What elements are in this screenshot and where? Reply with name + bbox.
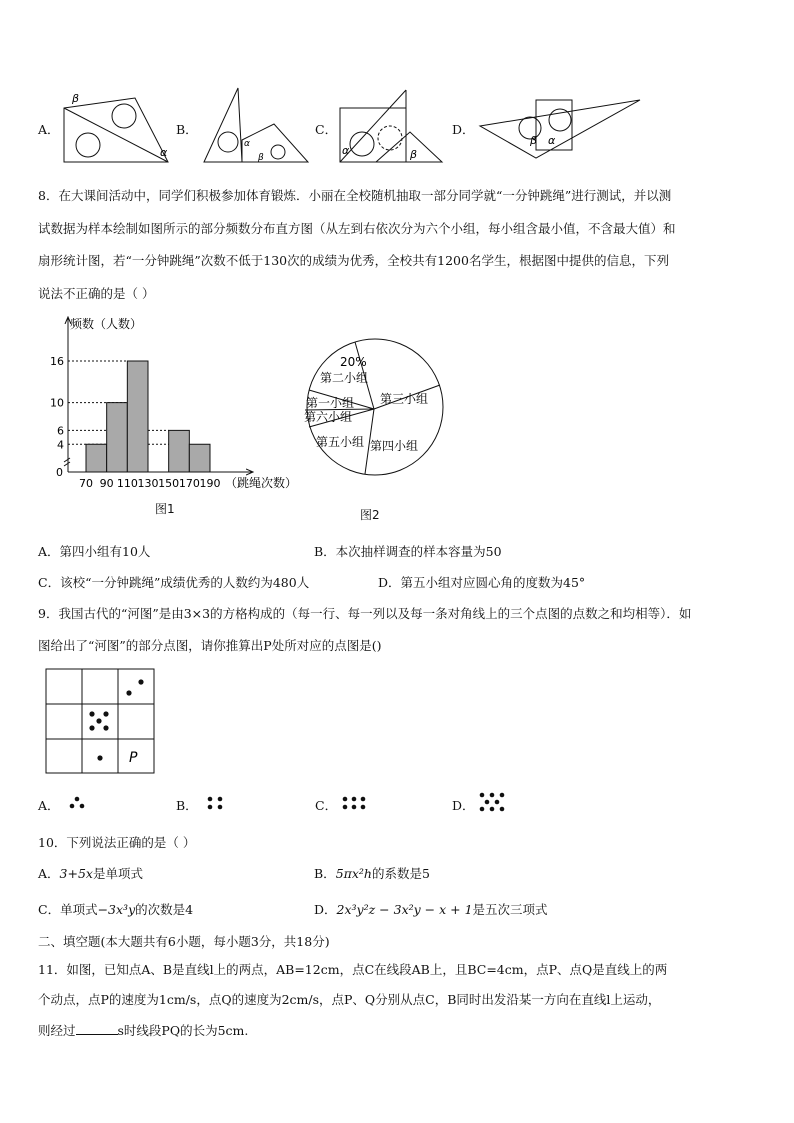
cell-p-label: P — [129, 750, 138, 766]
q7-c-alpha-symbol: α — [342, 144, 350, 157]
histogram-y-label: 频数（人数） — [70, 317, 143, 331]
histogram-x-tick-170: 170 — [178, 477, 200, 490]
q7-figure-c — [336, 88, 448, 170]
q10-option-a-label: A． — [38, 866, 60, 881]
q10-option-c — [38, 900, 193, 918]
cell-bottom-middle-dots — [97, 755, 102, 760]
q10-option-c-expression: −3x³y — [97, 902, 136, 917]
q10-option-b-label: B． — [314, 866, 336, 881]
q10-option-a-text: 是单项式 — [92, 866, 143, 881]
q10-option-a-expression: 3+5x — [59, 866, 93, 881]
q10-option-b-text: 的系数是5 — [371, 866, 430, 881]
histogram-x-tick-90: 90 — [99, 477, 114, 490]
pie-slice-label-4: 第四小组 — [370, 439, 419, 453]
q7-d-alpha-symbol: α — [548, 134, 556, 147]
q9-option-d-label: D． — [452, 798, 475, 813]
q10-option-b — [314, 864, 430, 882]
histogram-bar-4 — [169, 430, 190, 472]
q7-a-beta-symbol: β — [72, 92, 80, 105]
histogram-x-tick-130: 130 — [137, 477, 159, 490]
histogram-origin-label: 0 — [56, 466, 63, 479]
q10-option-d-expression: 2x³y²z − 3x²y − x + 1 — [336, 902, 473, 917]
histogram-bar-1 — [86, 444, 107, 472]
histogram-bar-5 — [189, 444, 210, 472]
histogram-y-tick-10: 10 — [50, 396, 64, 410]
pie-slice-label-5: 第五小组 — [316, 435, 365, 449]
q9-hetu-grid — [45, 668, 157, 776]
q10-option-d — [314, 900, 548, 918]
q10-stem: 10．下列说法正确的是（ ） — [38, 835, 196, 850]
q10-option-c-label: C．单项式 — [38, 902, 98, 917]
pie-slice-label-1: 第一小组 — [306, 396, 355, 410]
q8-figure-2-caption: 图2 — [360, 508, 380, 522]
q7-figure-d — [476, 94, 646, 160]
q9-option-d-dots — [478, 792, 506, 812]
q8-option-c: C．该校“一分钟跳绳”成绩优秀的人数约为480人 — [38, 575, 310, 590]
cell-top-right-dots — [126, 679, 143, 695]
q11-line-3-prefix: 则经过 — [38, 1023, 76, 1038]
q7-a-alpha-symbol: α — [160, 146, 168, 159]
q8-pie-chart — [300, 335, 450, 485]
histogram-bars — [86, 361, 210, 472]
q9-option-a-label: A． — [38, 798, 60, 813]
q7-option-a-label: A． — [38, 122, 60, 137]
q8-option-d: D．第五小组对应圆心角的度数为45° — [378, 575, 586, 590]
histogram-x-tick-70: 70 — [79, 477, 93, 490]
histogram-bar-3 — [127, 361, 148, 472]
pie-slice-label-2: 第二小组 — [320, 371, 369, 385]
q7-option-c-label: C． — [315, 122, 338, 137]
q7-b-beta-symbol: β — [258, 153, 264, 163]
histogram-y-tick-6: 6 — [57, 424, 64, 438]
q9-stem-line-1: 9．我国古代的“河图”是由3×3的方格构成的（每一行、每一列以及每一条对角线上的三个点图的点数之和均相等）．如 — [38, 606, 692, 621]
q8-figure-1-caption: 图1 — [155, 502, 175, 516]
q11-line-3-suffix: s时线段PQ的长为5cm. — [117, 1023, 249, 1038]
pie-slice-label-3: 第三小组 — [380, 392, 429, 406]
histogram-y-tick-4: 4 — [57, 438, 64, 452]
histogram-x-ticks — [79, 477, 221, 490]
q11-answer-blank[interactable] — [76, 1022, 118, 1035]
q7-figure-b — [198, 86, 313, 170]
q9-option-b-label: B． — [176, 798, 198, 813]
cell-center-dots — [89, 711, 108, 730]
q8-stem-line-3: 扇形统计图，若“一分钟跳绳”次数不低于130次的成绩为优秀，全校共有1200名学生，根据图中提供的信息，下列 — [38, 253, 669, 268]
q8-option-a: A．第四小组有10人 — [38, 544, 151, 559]
q7-option-d-label: D． — [452, 122, 475, 137]
q10-option-d-label: D． — [314, 902, 337, 917]
histogram-y-ticks — [50, 355, 64, 451]
q7-option-b-label: B． — [176, 122, 198, 137]
q8-stem-line-2: 试数据为样本绘制如图所示的部分频数分布直方图（从左到右依次分为六个小组，每小组含最小值，不含最大值）和 — [38, 221, 676, 236]
q10-option-c-text: 的次数是4 — [135, 902, 194, 917]
q9-option-c-label: C． — [315, 798, 338, 813]
q7-option-row — [0, 84, 794, 174]
q8-stem-line-1: 8．在大课间活动中，同学们积极参加体育锻炼．小丽在全校随机抽取一部分同学就“一分钟跳绳”进行测试，并以测 — [38, 188, 672, 203]
q9-option-b-dots — [206, 796, 226, 810]
q7-figure-a — [60, 90, 175, 170]
q11-line-2: 个动点，点P的速度为1cm/s，点Q的速度为2cm/s，点P、Q分别从点C，B同时出发沿某一方向在直线l上运动， — [38, 992, 661, 1007]
pie-slice-2-annotation: 20% — [340, 355, 367, 369]
histogram-x-label: （跳绳次数） — [225, 476, 298, 490]
q8-histogram — [40, 310, 310, 495]
q10-option-b-expression: 5πx²h — [335, 866, 372, 881]
q7-c-beta-symbol: β — [410, 148, 418, 161]
q11-line-1: 11．如图，已知点A、B是直线l上的两点，AB=12cm，点C在线段AB上，且BC=4cm，点P、点Q是直线上的两 — [38, 962, 668, 977]
q10-option-a — [38, 864, 143, 882]
histogram-x-tick-110: 110 — [116, 477, 138, 490]
q9-stem-line-2: 图给出了“河图”的部分点图，请你推算出P处所对应的点图是() — [38, 638, 382, 653]
q10-option-d-text: 是五次三项式 — [472, 902, 548, 917]
q8-option-b: B．本次抽样调查的样本容量为50 — [314, 544, 502, 559]
q8-stem-line-4: 说法不正确的是（ ） — [38, 286, 155, 301]
pie-slice-label-6: 第六小组 — [304, 410, 353, 424]
histogram-y-tick-16: 16 — [50, 355, 64, 368]
histogram-x-tick-150: 150 — [158, 477, 180, 490]
section-2-heading: 二、填空题(本大题共有6小题，每小题3分，共18分) — [38, 934, 330, 949]
q7-d-beta-symbol: β — [530, 134, 538, 147]
q9-option-c-dots — [341, 796, 369, 810]
q9-option-a-dots — [68, 796, 88, 810]
histogram-axis-break — [64, 458, 70, 466]
histogram-x-tick-190: 190 — [199, 477, 221, 490]
histogram-bar-2 — [107, 403, 128, 472]
q7-b-alpha-symbol: α — [244, 139, 250, 149]
q11-line-3 — [38, 1021, 248, 1039]
